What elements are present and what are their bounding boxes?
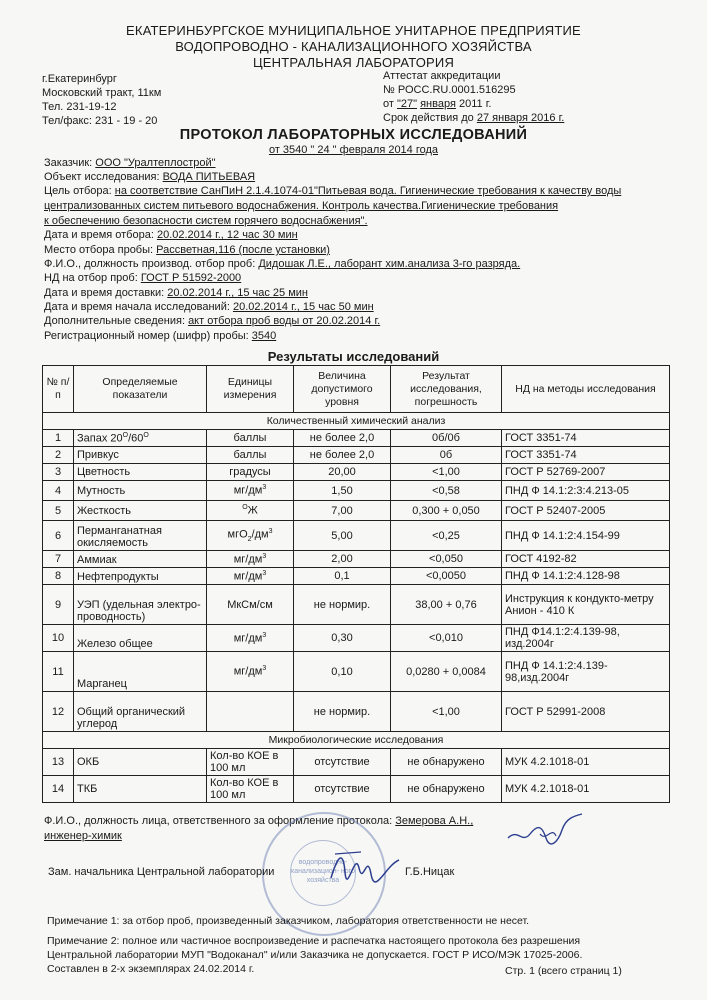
cell-units (207, 692, 294, 732)
cell-method: ГОСТ 3351-74 (502, 447, 670, 464)
cell-result: <1,00 (391, 692, 502, 732)
cell-units: баллы (207, 447, 294, 464)
cell-units: баллы (207, 430, 294, 447)
field-line: Место отбора пробы: Рассветная,116 (после установки) (44, 244, 330, 256)
cell-result: 38,00 + 0,76 (391, 585, 502, 625)
protocol-title: ПРОТОКОЛ ЛАБОРАТОРНЫХ ИССЛЕДОВАНИЙ (179, 127, 528, 143)
note-2b: Центральной лаборатории МУП "Водоканал" и/или Заказчика не допускается. ГОСТ Р ИСО/МЭК 17025-2006. (47, 949, 583, 961)
col-units: Единицы измерения (207, 366, 294, 413)
cell-limit: 20,00 (294, 464, 391, 481)
cell-units: Кол-во КОЕ в 100 мл (207, 749, 294, 776)
table-row (43, 551, 670, 568)
cell-method: МУК 4.2.1018-01 (502, 776, 670, 803)
cell-result: <0,58 (391, 481, 502, 501)
address-phone: Тел. 231-19-12 (42, 101, 117, 113)
cell-num: 12 (43, 692, 74, 732)
cell-method: ГОСТ Р 52407-2005 (502, 501, 670, 521)
cell-num: 3 (43, 464, 74, 481)
table-row (43, 464, 670, 481)
cell-result: <0,050 (391, 551, 502, 568)
responsible-position: инженер-химик (44, 830, 122, 842)
cell-result: 0б (391, 447, 502, 464)
cell-num: 6 (43, 521, 74, 551)
cell-indicator: Запах $20^O/60^O$ (74, 430, 207, 447)
cell-indicator: Цветность (74, 464, 207, 481)
cell-units: Кол-во КОЕ в 100 мл (207, 776, 294, 803)
field-line: НД на отбор проб: ГОСТ Р 51592-2000 (44, 272, 242, 284)
cell-units: $мг/дм^3$ (207, 551, 294, 568)
org-name-line1: ЕКАТЕРИНБУРГСКОЕ МУНИЦИПАЛЬНОЕ УНИТАРНОЕ ПРЕДПРИЯТИЕ (126, 23, 581, 38)
field-line: Ф.И.О., должность производ. отбор проб: Дидошак Л.Е., лаборант хим.анализа 3-го разряда. (44, 258, 521, 270)
field-line: Дополнительные сведения: акт отбора проб воды от 20.02.2014 г. (44, 315, 381, 327)
cell-num: 1 (43, 430, 74, 447)
cell-limit: 0,30 (294, 625, 391, 652)
field-line: централизованных систем питьевого водоснабжения. Контроль качества.Гигиенические требования (44, 200, 559, 212)
cell-limit: не более 2,0 (294, 430, 391, 447)
field-line: к обеспечению безопасности систем горячего водоснабжения". (44, 215, 368, 227)
field-line: Цель отбора: на соответствие СанПиН 2.1.4.1074-01"Питьевая вода. Гигиенические требования к качеству воды (44, 185, 622, 197)
table-row (43, 521, 670, 551)
cell-num: 4 (43, 481, 74, 501)
col-num: № п/п (43, 366, 74, 413)
responsible-line: Ф.И.О., должность лица, ответственного за оформление протокола: Земерова А.Н., (44, 815, 474, 827)
cell-indicator: Аммиак (74, 551, 207, 568)
cell-result: не обнаружено (391, 776, 502, 803)
field-line: Заказчик: ООО "Уралтеплострой" (44, 157, 216, 169)
field-line: Дата и время начала исследований: 20.02.2014 г., 15 час 50 мин (44, 301, 374, 313)
cell-num: 5 (43, 501, 74, 521)
accreditation-validity: Срок действия до 27 января 2016 г. (383, 112, 565, 124)
cell-limit: 7,00 (294, 501, 391, 521)
cell-method: Инструкция к кондукто-метру Анион - 410 К (502, 585, 670, 625)
stamp-text: водопроводно- канализацион- ного хозяйства (291, 859, 355, 884)
cell-method: ГОСТ 3351-74 (502, 430, 670, 447)
cell-result: <0,0050 (391, 568, 502, 585)
note-2a: Примечание 2: полное или частичное воспроизведение и распечатка настоящего протокола без разрешения (47, 935, 581, 947)
protocol-subtitle: от 3540 " 24 " февраля 2014 года (268, 144, 439, 156)
cell-indicator: УЭП (удельная электро- проводность) (74, 585, 207, 625)
accreditation-title: Аттестат аккредитации (383, 70, 501, 82)
deputy-head-name: Г.Б.Ницак (405, 866, 455, 878)
address-city: г.Екатеринбург (42, 73, 117, 85)
table-row (43, 652, 670, 692)
cell-units: $мг/дм^3$ (207, 652, 294, 692)
cell-result: <0,010 (391, 625, 502, 652)
copies-note: Составлен в 2-х экземплярах 24.02.2014 г. (47, 963, 255, 975)
cell-method: ГОСТ Р 52769-2007 (502, 464, 670, 481)
cell-limit: отсутствие (294, 749, 391, 776)
address-fax: Тел/факс: 231 - 19 - 20 (42, 115, 158, 127)
cell-method: ПНД Ф 14.1:2:3:4.213-05 (502, 481, 670, 501)
cell-units: $мг/дм^3$ (207, 568, 294, 585)
cell-limit: 5,00 (294, 521, 391, 551)
cell-result: 0,300 + 0,050 (391, 501, 502, 521)
cell-num: 14 (43, 776, 74, 803)
results-title: Результаты исследований (267, 349, 440, 364)
cell-num: 2 (43, 447, 74, 464)
table-row (43, 568, 670, 585)
field-line: Дата и время доставки: 20.02.2014 г., 15 час 25 мин (44, 287, 308, 299)
cell-indicator: Жесткость (74, 501, 207, 521)
cell-num: 13 (43, 749, 74, 776)
cell-result: <0,25 (391, 521, 502, 551)
cell-units: $мгО_2/дм^3$ (207, 521, 294, 551)
table-row (43, 481, 670, 501)
table-row (43, 692, 670, 732)
cell-limit: не нормир. (294, 585, 391, 625)
cell-units: МкСм/см (207, 585, 294, 625)
cell-units: $мг/дм^3$ (207, 481, 294, 501)
section-micro: Микробиологические исследования (43, 732, 670, 749)
cell-method: ГОСТ Р 52991-2008 (502, 692, 670, 732)
col-limit: Величина допустимого уровня (294, 366, 391, 413)
cell-method: ПНД Ф14.1:2:4.139-98, изд.2004г (502, 625, 670, 652)
field-line: Дата и время отбора: 20.02.2014 г., 12 час 30 мин (44, 229, 298, 241)
results-table (42, 365, 670, 803)
deputy-head-role: Зам. начальника Центральной лаборатории (48, 866, 275, 878)
signature-deputy-head (325, 838, 405, 888)
col-result: Результат исследования, погрешность (391, 366, 502, 413)
col-method: НД на методы исследования (502, 366, 670, 413)
cell-result: 0б/0б (391, 430, 502, 447)
cell-num: 11 (43, 652, 74, 692)
cell-result: <1,00 (391, 464, 502, 481)
cell-method: ПНД Ф 14.1:2:4.154-99 (502, 521, 670, 551)
table-row (43, 430, 670, 447)
cell-num: 9 (43, 585, 74, 625)
page-number: Стр. 1 (всего страниц 1) (505, 965, 622, 977)
cell-indicator: ТКБ (74, 776, 207, 803)
field-line: Объект исследования: ВОДА ПИТЬЕВАЯ (44, 171, 256, 183)
col-indicator: Определяемые показатели (74, 366, 207, 413)
cell-num: 10 (43, 625, 74, 652)
table-row (43, 585, 670, 625)
table-row (43, 776, 670, 803)
cell-indicator: Перманганатная окисляемость (74, 521, 207, 551)
cell-method: ГОСТ 4192-82 (502, 551, 670, 568)
table-row (43, 447, 670, 464)
address-street: Московский тракт, 11км (42, 87, 162, 99)
cell-indicator: Нефтепродукты (74, 568, 207, 585)
cell-indicator: Мутность (74, 481, 207, 501)
note-1: Примечание 1: за отбор проб, произведенный заказчиком, лаборатория ответственности не несет. (47, 915, 530, 927)
cell-method: ПНД Ф 14.1:2:4.139- 98,изд.2004г (502, 652, 670, 692)
cell-limit: отсутствие (294, 776, 391, 803)
cell-limit: 2,00 (294, 551, 391, 568)
accreditation-date: от "27" января 2011 г. (383, 98, 492, 110)
cell-indicator: Железо общее (74, 625, 207, 652)
signature-responsible (500, 808, 590, 858)
cell-method: МУК 4.2.1018-01 (502, 749, 670, 776)
table-row (43, 501, 670, 521)
table-row (43, 749, 670, 776)
cell-indicator: ОКБ (74, 749, 207, 776)
cell-method: ПНД Ф 14.1:2:4.128-98 (502, 568, 670, 585)
field-line: Регистрационный номер (шифр) пробы: 3540 (44, 330, 277, 342)
cell-limit: 0,10 (294, 652, 391, 692)
cell-indicator: Марганец (74, 652, 207, 692)
cell-indicator: Привкус (74, 447, 207, 464)
section-chem: Количественный химический анализ (43, 413, 670, 430)
accreditation-number: № РОСС.RU.0001.516295 (383, 84, 516, 96)
cell-indicator: Общий органический углерод (74, 692, 207, 732)
table-row (43, 625, 670, 652)
cell-units: градусы (207, 464, 294, 481)
org-name-line2: ВОДОПРОВОДНО - КАНАЛИЗАЦИОННОГО ХОЗЯЙСТВА (175, 39, 532, 54)
cell-units: $мг/дм^3$ (207, 625, 294, 652)
cell-limit: 0,1 (294, 568, 391, 585)
org-name-line3: ЦЕНТРАЛЬНАЯ ЛАБОРАТОРИЯ (252, 55, 455, 70)
cell-limit: 1,50 (294, 481, 391, 501)
cell-limit: не нормир. (294, 692, 391, 732)
cell-units: $^О$Ж (207, 501, 294, 521)
cell-num: 8 (43, 568, 74, 585)
cell-num: 7 (43, 551, 74, 568)
cell-result: не обнаружено (391, 749, 502, 776)
cell-result: 0,0280 + 0,0084 (391, 652, 502, 692)
cell-limit: не более 2,0 (294, 447, 391, 464)
